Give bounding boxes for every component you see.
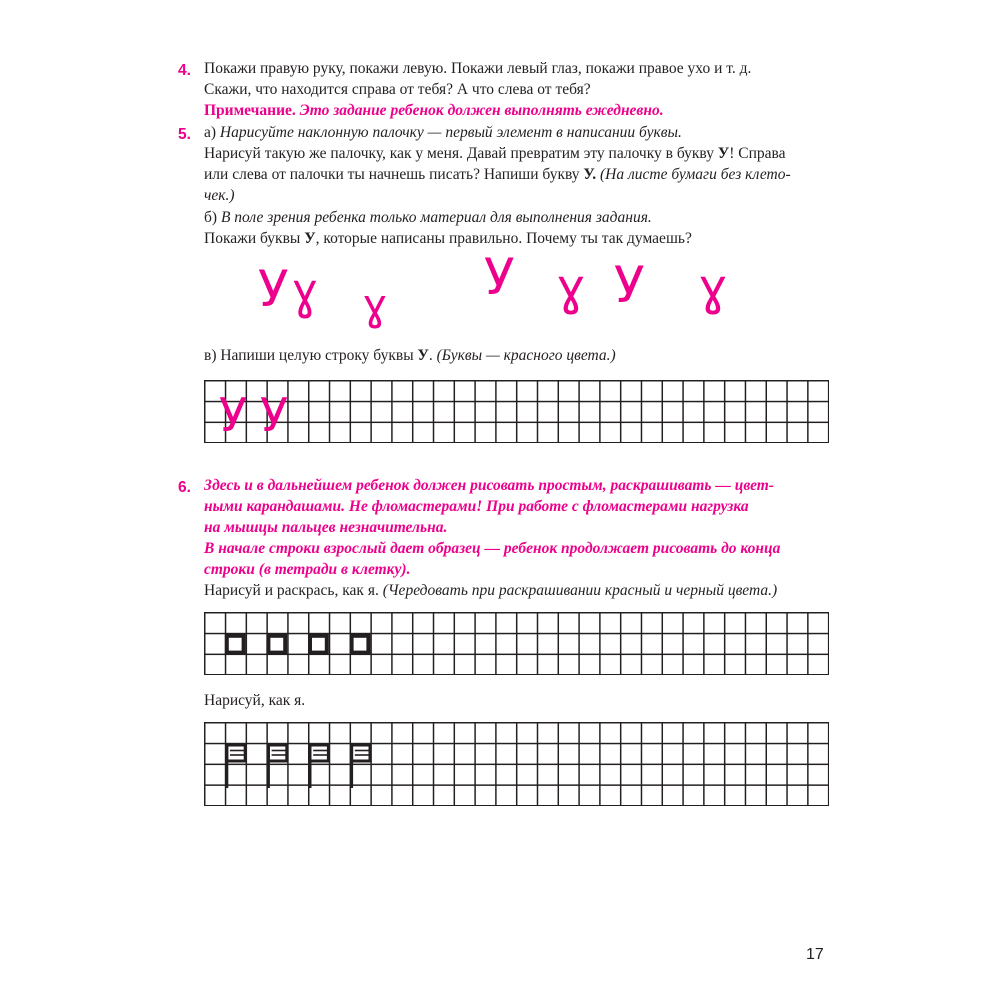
- letter-sample-3: ɣ: [362, 280, 388, 330]
- square-sample-4: [352, 636, 369, 653]
- task-5c-letter: У: [417, 347, 429, 364]
- task-4-note-text: Это задание ребенок должен выполнять ежедневно.: [299, 102, 664, 119]
- task-5a-line-3-text: или слева от палочки ты начнешь писать? Напиши букву: [204, 166, 580, 183]
- square-sample-3: [310, 636, 327, 653]
- flag-sample-4: [352, 744, 370, 788]
- letter-sample-6: У: [614, 256, 645, 314]
- task-6-number: 6.: [178, 479, 191, 496]
- letter-sample-7: ɣ: [698, 258, 728, 316]
- task-5b-line-2-text: Покажи буквы: [204, 230, 301, 247]
- task-5b-line-2: [204, 228, 692, 249]
- task-4-line-2: Скажи, что находится справа от тебя? А что слева от тебя?: [204, 81, 591, 98]
- square-sample-2: [268, 636, 285, 653]
- task-6-note-line-4: В начале строки взрослый дает образец — ребенок продолжает рисовать до конца: [204, 540, 781, 557]
- task-5a-line-4: чек.): [204, 187, 235, 204]
- writing-grid-letters: [204, 380, 829, 443]
- task-5b-line-1: [204, 207, 652, 228]
- flag-sample-3: [310, 744, 328, 788]
- task-5b-line-2-end: , которые написаны правильно. Почему ты так думаешь?: [315, 230, 692, 247]
- task-5b-letter: У: [304, 230, 316, 247]
- task-6-instruction-2: Нарисуй, как я.: [204, 692, 306, 709]
- task-4-line-1: Покажи правую руку, покажи левую. Покажи левый глаз, покажи правое ухо и т. д.: [204, 60, 752, 77]
- task-5-number: 5.: [178, 126, 191, 143]
- task-6-note-line-1: Здесь и в дальнейшем ребенок должен рисовать простым, раскрашивать — цвет-: [204, 477, 774, 494]
- square-sample-1: [227, 636, 244, 653]
- task-5c-note: (Буквы — красного цвета.): [436, 347, 616, 364]
- task-6-instruction-1: [204, 580, 777, 601]
- task-5c-dot: .: [428, 347, 433, 364]
- task-5b-instruction: В поле зрения ребенка только материал для выполнения задания.: [220, 209, 652, 226]
- flags-sample: [204, 722, 830, 808]
- task-4-note: [204, 100, 664, 121]
- task-6-instruction-1-text: Нарисуй и раскрась, как я.: [204, 582, 379, 599]
- task-5a-letter: У: [717, 145, 730, 162]
- task-4-note-label: Примечание.: [204, 102, 296, 119]
- task-5a-line-2: [204, 143, 786, 164]
- task-5a-line-1: [204, 122, 682, 143]
- task-5c-text: в) Напиши целую строку буквы: [204, 347, 414, 364]
- task-5b-prefix: б): [204, 209, 218, 226]
- flag-sample-2: [268, 744, 286, 788]
- task-4-number: 4.: [178, 62, 191, 79]
- flag-sample-1: [227, 744, 245, 788]
- task-5a-line-2-text: Нарисуй такую же палочку, как у меня. Давай превратим эту палочку в букву: [204, 145, 714, 162]
- task-5a-instruction: Нарисуйте наклонную палочку — первый элемент в написании буквы.: [219, 124, 682, 141]
- task-6-note-line-3: на мышцы пальцев незначительна.: [204, 519, 448, 536]
- squares-sample: [204, 612, 830, 676]
- grid-letter-2: У: [260, 388, 289, 442]
- task-5a-line-2-end: ! Справа: [729, 145, 786, 162]
- task-5a-line-3: [204, 164, 791, 185]
- task-5a-prefix: а): [204, 124, 217, 141]
- letter-sample-4: У: [484, 248, 515, 306]
- task-5a-line-3-note: (На листе бумаги без клето-: [600, 166, 791, 183]
- task-6-note-line-2: ными карандашами. Не фломастерами! При работе с фломастерами нагрузка: [204, 498, 749, 515]
- letter-sample-1: У: [258, 260, 289, 318]
- grid-letter-1: У: [219, 388, 248, 442]
- task-6-note-line-5: строки (в тетради в клетку).: [204, 561, 411, 578]
- task-5c-line: [204, 345, 616, 366]
- letter-sample-2: ɣ: [291, 262, 319, 320]
- task-6-instruction-1-note: (Чередовать при раскрашивании красный и черный цвета.): [382, 582, 778, 599]
- task-5a-line-3-letter: У.: [583, 166, 597, 183]
- page-number: 17: [806, 946, 824, 963]
- letter-sample-5: ɣ: [556, 258, 586, 316]
